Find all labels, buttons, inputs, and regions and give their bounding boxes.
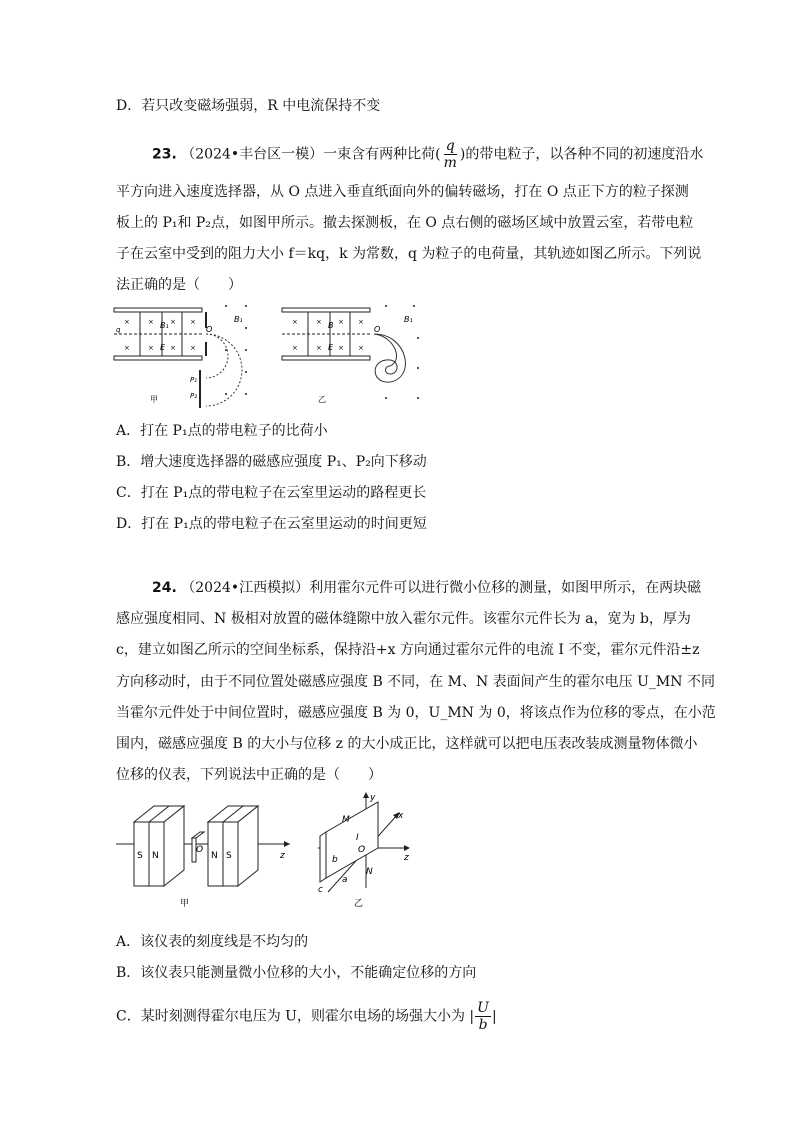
figure-yi (282, 305, 419, 404)
label-c-thickness: c (318, 885, 323, 895)
q24-option-b: B．该仪表只能测量微小位移的大小，不能确定位移的方向 (116, 965, 477, 981)
q23-option-d: D．打在 P₁点的带电粒子在云室里运动的时间更短 (116, 516, 427, 532)
q23-option-b: B．增大速度选择器的磁感应强度 P₁、P₂向下移动 (116, 454, 427, 470)
label-b-width: b (332, 855, 338, 865)
q24-figure (112, 788, 432, 908)
figure-jia-magnets (116, 806, 290, 908)
label-i: I (356, 833, 359, 843)
q23-line-2: 平方向进入速度选择器，从 O 点进入垂直纸面向外的偏转磁场，打在 O 点正下方的粒子探测 (116, 184, 689, 200)
figure-jia (114, 305, 247, 408)
q24-option-c-text: C．某时刻测得霍尔电压为 U，则霍尔电场的场强大小为 (116, 1008, 465, 1025)
label-b: B (328, 321, 334, 330)
q22-option-d: D．若只改变磁场强弱，R 中电流保持不变 (116, 98, 381, 114)
svg-text:×: × (292, 318, 298, 326)
q23-line-5: 法正确的是（ ） (116, 277, 242, 293)
label-b1-yi: B₁ (404, 315, 413, 324)
caption-jia-24: 甲 (180, 899, 190, 908)
label-x: x (398, 811, 404, 821)
svg-text:×: × (358, 344, 364, 352)
label-p2: P₂ (190, 392, 198, 400)
q23-line-4: 子在云室中受到的阻力大小 f＝kq，k 为常数，q 为粒子的电荷量，其轨迹如图乙所示。下列说 (116, 246, 702, 262)
q24-line-4: 方向移动时，由于不同位置处磁感应强度 B 不同，在 M、N 表面间产生的霍尔电压 U_MN 不同 (116, 674, 715, 690)
label-e-yi: E (328, 343, 334, 352)
field-strength-fraction (475, 1000, 491, 1033)
svg-text:×: × (316, 344, 322, 352)
q23-head-a: （2024•丰台区一模）一束含有两种比荷( (181, 146, 441, 163)
label-b1: B₁ (160, 321, 169, 330)
charge-mass-ratio (442, 138, 459, 171)
caption-yi: 乙 (318, 395, 326, 404)
label-o-yi-24: O (358, 845, 366, 855)
q24-header (152, 578, 701, 598)
q23-head-b: )的带电粒子，以各种不同的初速度沿水 (459, 146, 704, 163)
frac-denominator: m (443, 155, 457, 171)
q23-line-3: 板上的 P₁和 P₂点，如图甲所示。撤去探测板，在 O 点右侧的磁场区域中放置云室，若带电粒 (116, 215, 694, 231)
q23-number: 23. (152, 146, 177, 163)
svg-text:×: × (148, 318, 154, 326)
label-s-left: S (137, 851, 143, 861)
label-o-yi: O (374, 325, 381, 334)
label-o: O (206, 325, 213, 334)
q24-line-7: 位移的仪表，下列说法中正确的是（ ） (116, 767, 382, 783)
svg-text:×: × (124, 344, 130, 352)
q24-line-3: c，建立如图乙所示的空间坐标系，保持沿+x 方向通过霍尔元件的电流 I 不变，霍尔元件沿±z (116, 642, 700, 658)
label-p1: P₁ (190, 376, 198, 384)
q23-option-c: C．打在 P₁点的带电粒子在云室里运动的路程更长 (116, 485, 427, 501)
q23-option-a: A．打在 P₁点的带电粒子的比荷小 (116, 423, 328, 439)
label-n-left: N (152, 851, 159, 861)
caption-yi-24: 乙 (354, 899, 364, 908)
svg-text:×: × (148, 344, 154, 352)
svg-text:×: × (170, 318, 176, 326)
svg-text:×: × (190, 344, 196, 352)
label-n-right: N (211, 851, 218, 861)
label-m: M (342, 815, 350, 825)
label-o-jia: O (196, 845, 204, 855)
q23-header (152, 138, 703, 171)
label-z-yi: z (404, 853, 409, 863)
frac-numerator: q (445, 138, 455, 154)
q24-option-c (116, 1000, 497, 1033)
label-a-length: a (342, 875, 348, 885)
svg-text:×: × (170, 344, 176, 352)
q24-line-6: 围内，磁感应强度 B 的大小与位移 z 的大小成正比，这样就可以把电压表改装成测量物体微小 (116, 736, 698, 752)
q24-option-a: A．该仪表的刻度线是不均匀的 (116, 934, 309, 950)
q23-figure (110, 298, 430, 410)
svg-text:×: × (316, 318, 322, 326)
svg-text:×: × (338, 318, 344, 326)
svg-text:×: × (190, 318, 196, 326)
svg-text:×: × (292, 344, 298, 352)
frac-u: U (477, 1000, 489, 1016)
label-s-right: S (226, 851, 232, 861)
caption-jia: 甲 (150, 395, 158, 404)
label-b1-field: B₁ (234, 315, 243, 324)
frac-b: b (478, 1017, 488, 1033)
q24-line-5: 当霍尔元件处于中间位置时，磁感应强度 B 为 0，U_MN 为 0，将该点作为位移的零点，在小范 (116, 705, 716, 721)
label-z-jia: z (280, 851, 285, 861)
abs-bar-right: | (491, 1008, 497, 1025)
abs-bar-left: | (469, 1008, 475, 1025)
label-q: q (116, 326, 121, 334)
label-y: y (370, 793, 376, 803)
label-n-face: N (366, 867, 373, 877)
q24-line-2: 感应强度相同、N 极相对放置的磁体缝隙中放入霍尔元件。该霍尔元件长为 a，宽为 b，厚为 (116, 611, 691, 627)
label-e: E (160, 343, 166, 352)
q24-head: （2024•江西模拟）利用霍尔元件可以进行微小位移的测量，如图甲所示，在两块磁 (181, 580, 702, 596)
svg-text:×: × (358, 318, 364, 326)
svg-text:×: × (338, 344, 344, 352)
svg-text:×: × (124, 318, 130, 326)
q24-number: 24. (152, 580, 177, 596)
figure-yi-axes (318, 792, 410, 908)
